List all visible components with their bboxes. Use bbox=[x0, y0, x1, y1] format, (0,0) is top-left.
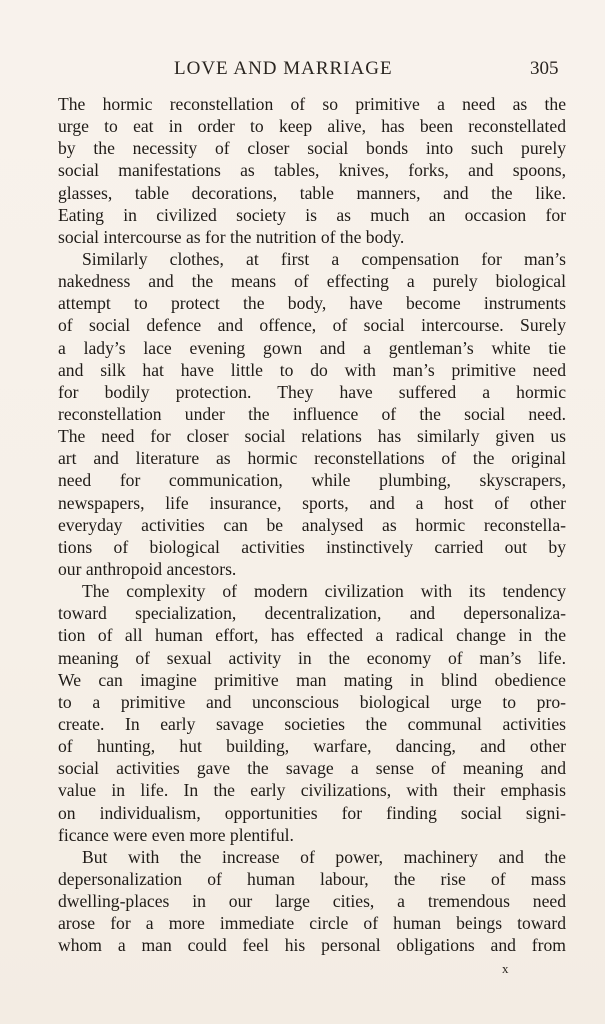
text-line: art and literature as hormic reconstellations of the original bbox=[58, 448, 566, 469]
text-line: need for communication, while plumbing, skyscrapers, bbox=[58, 470, 566, 491]
text-line: The need for closer social relations has similarly given us bbox=[58, 426, 566, 447]
text-line: We can imagine primitive man mating in blind obedience bbox=[58, 669, 566, 690]
text-line: ficance were even more plentiful. bbox=[58, 824, 294, 845]
text-line: to a primitive and unconscious biological urge to pro- bbox=[58, 691, 566, 712]
text-line: create. In early savage societies the communal activities bbox=[58, 713, 566, 734]
text-line: But with the increase of power, machinery and the bbox=[82, 846, 566, 867]
text-line: Similarly clothes, at first a compensation for man’s bbox=[82, 248, 566, 269]
text-line: The complexity of modern civilization with its tendency bbox=[82, 581, 566, 602]
text-line: of hunting, hut building, warfare, dancing, and other bbox=[58, 736, 566, 757]
running-title: LOVE AND MARRIAGE bbox=[174, 58, 393, 79]
text-line: tion of all human effort, has effected a radical change in the bbox=[58, 625, 566, 646]
body-text bbox=[58, 93, 566, 956]
text-line: arose for a more immediate circle of human beings toward bbox=[58, 913, 566, 934]
text-line: nakedness and the means of effecting a purely biological bbox=[58, 271, 566, 292]
signature-mark: x bbox=[502, 961, 509, 976]
running-header bbox=[0, 58, 605, 84]
text-line: toward specialization, decentralization, and depersonaliza- bbox=[58, 603, 566, 624]
text-line: by the necessity of closer social bonds into such purely bbox=[58, 138, 566, 159]
text-line: social manifestations as tables, knives, forks, and spoons, bbox=[58, 160, 566, 181]
text-line: value in life. In the early civilizations, with their emphasis bbox=[58, 780, 566, 801]
text-line: our anthropoid ancestors. bbox=[58, 558, 237, 579]
text-line: reconstellation under the influence of the social need. bbox=[58, 403, 566, 424]
text-line: glasses, table decorations, table manners, and the like. bbox=[58, 182, 566, 203]
text-line: dwelling-places in our large cities, a tremendous need bbox=[58, 891, 566, 912]
text-line: for bodily protection. They have suffered a hormic bbox=[58, 381, 566, 402]
page-number: 305 bbox=[530, 58, 559, 79]
text-line: a lady’s lace evening gown and a gentleman’s white tie bbox=[58, 337, 566, 358]
text-line: social activities gave the savage a sense of meaning and bbox=[58, 758, 566, 779]
text-line: whom a man could feel his personal obligations and from bbox=[58, 935, 566, 956]
text-line: urge to eat in order to keep alive, has been reconstellated bbox=[58, 116, 566, 137]
text-line: meaning of sexual activity in the economy of man’s life. bbox=[58, 647, 566, 668]
text-line: newspapers, life insurance, sports, and a host of other bbox=[58, 492, 566, 513]
text-line: The hormic reconstellation of so primitive a need as the bbox=[58, 94, 566, 114]
text-line: and silk hat have little to do with man’s primitive need bbox=[58, 359, 566, 380]
text-line: attempt to protect the body, have become instruments bbox=[58, 293, 566, 314]
text-line: social intercourse as for the nutrition of the body. bbox=[58, 226, 405, 247]
text-line: depersonalization of human labour, the rise of mass bbox=[58, 868, 566, 889]
text-line: Eating in civilized society is as much an occasion for bbox=[58, 204, 566, 225]
text-line: everyday activities can be analysed as hormic reconstella- bbox=[58, 514, 566, 535]
text-line: of social defence and offence, of social intercourse. Surely bbox=[58, 315, 566, 336]
text-line: tions of biological activities instinctively carried out by bbox=[58, 536, 566, 557]
text-line: on individualism, opportunities for finding social signi- bbox=[58, 802, 566, 823]
